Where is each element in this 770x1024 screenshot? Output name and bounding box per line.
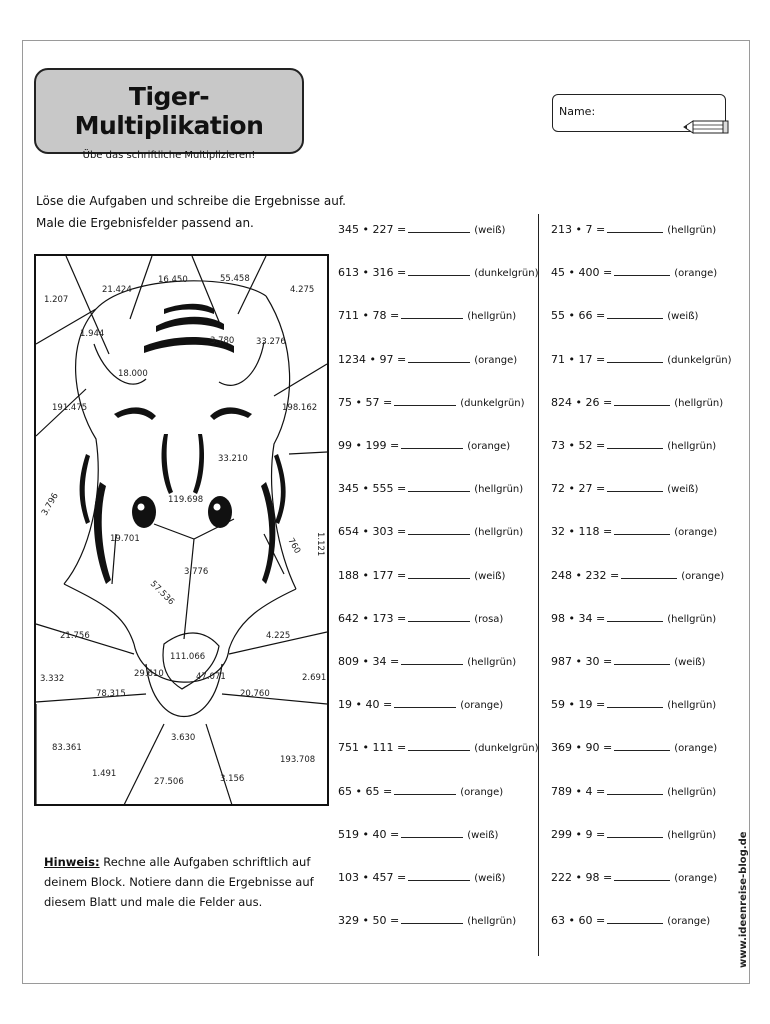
- color-hint: (orange): [674, 873, 718, 884]
- task-row: [551, 913, 710, 929]
- tiger-number: 3.780: [210, 336, 235, 346]
- color-hint: (hellgrün): [467, 916, 517, 928]
- task-row: [551, 395, 723, 411]
- task-question: 55 • 66 =: [551, 309, 606, 323]
- tiger-number: 83.361: [52, 743, 82, 753]
- answer-blank[interactable]: [408, 740, 470, 751]
- task-question: 59 • 19 =: [551, 698, 606, 712]
- task-row: [338, 308, 516, 324]
- tiger-number: 21.756: [60, 631, 90, 641]
- answer-blank[interactable]: [401, 308, 463, 319]
- tiger-number: 111.066: [170, 652, 206, 662]
- task-row: [551, 308, 698, 324]
- answer-blank[interactable]: [607, 308, 663, 319]
- tiger-number: 3.332: [40, 674, 65, 684]
- name-label: Name:: [559, 105, 596, 118]
- answer-blank[interactable]: [408, 265, 470, 276]
- task-row: [551, 524, 717, 540]
- task-question: 789 • 4 =: [551, 784, 606, 798]
- tiger-number: 3.776: [184, 567, 209, 577]
- task-question: 99 • 199 =: [338, 439, 400, 452]
- tiger-number: 1.121: [315, 532, 325, 557]
- color-hint: (rosa): [474, 613, 504, 625]
- task-row: [551, 222, 716, 238]
- page-subtitle: Übe das schriftliche Multiplizieren!: [82, 150, 256, 161]
- tiger-number: 33.276: [256, 337, 286, 347]
- task-question: 329 • 50 =: [338, 914, 400, 928]
- tiger-number: 3.796: [39, 491, 61, 518]
- tiger-number: 27.506: [154, 777, 184, 787]
- tiger-number: 3.630: [171, 733, 196, 743]
- tiger-number: 4.225: [266, 631, 291, 641]
- task-row: [338, 438, 510, 454]
- color-hint: (hellgrün): [667, 441, 717, 452]
- task-question: 751 • 111 =: [338, 741, 407, 755]
- task-question: 98 • 34 =: [551, 611, 606, 625]
- answer-blank[interactable]: [408, 352, 470, 363]
- task-question: 345 • 555 =: [338, 482, 407, 496]
- instruction-line-2: Male die Ergebnisfelder passend an.: [36, 216, 254, 230]
- color-hint: (hellgrün): [667, 225, 717, 236]
- answer-blank[interactable]: [401, 913, 463, 924]
- color-hint: (orange): [674, 743, 718, 755]
- color-hint: (orange): [681, 570, 725, 582]
- answer-blank[interactable]: [607, 784, 663, 795]
- color-hint: (weiß): [667, 311, 699, 323]
- task-question: 19 • 40 =: [338, 698, 393, 712]
- task-row: [338, 265, 539, 281]
- task-row: [551, 438, 716, 454]
- answer-blank[interactable]: [607, 697, 663, 708]
- task-row: [551, 654, 705, 670]
- tiger-number: 760: [285, 536, 303, 556]
- answer-blank[interactable]: [614, 740, 670, 751]
- tiger-number: 119.698: [168, 495, 204, 505]
- task-question: 103 • 457 =: [338, 871, 407, 884]
- answer-blank[interactable]: [607, 222, 663, 233]
- color-hint: (dunkelgrün): [460, 397, 525, 409]
- website-credit: www.ideenreise-blog.de: [738, 831, 749, 968]
- tiger-number: 29.610: [134, 669, 164, 679]
- task-row: [551, 568, 724, 584]
- answer-blank[interactable]: [408, 524, 470, 535]
- color-hint: (orange): [460, 700, 504, 712]
- task-question: 65 • 65 =: [338, 784, 393, 798]
- tiger-number: 78.315: [96, 689, 126, 699]
- task-row: [338, 697, 503, 713]
- task-row: [338, 913, 516, 929]
- task-row: [551, 611, 716, 627]
- color-hint: (weiß): [474, 873, 506, 884]
- color-hint: (hellgrün): [674, 397, 724, 409]
- task-question: 654 • 303 =: [338, 525, 407, 539]
- hint-note: [44, 852, 324, 912]
- tiger-number: 1.207: [44, 295, 69, 305]
- task-row: [551, 481, 698, 497]
- task-question: 711 • 78 =: [338, 309, 400, 323]
- answer-blank[interactable]: [401, 827, 463, 838]
- color-hint: (orange): [674, 527, 718, 539]
- task-question: 369 • 90 =: [551, 741, 613, 755]
- task-question: 824 • 26 =: [551, 395, 613, 409]
- answer-blank[interactable]: [408, 481, 470, 492]
- color-hint: (hellgrün): [467, 657, 517, 668]
- tiger-number: 16.450: [158, 275, 188, 285]
- tiger-number: 47.071: [196, 672, 226, 682]
- task-row: [338, 524, 523, 540]
- answer-blank[interactable]: [614, 395, 670, 406]
- task-question: 222 • 98 =: [551, 871, 613, 884]
- task-question: 32 • 118 =: [551, 525, 613, 539]
- task-row: [338, 654, 516, 670]
- task-question: 73 • 52 =: [551, 439, 606, 452]
- color-hint: (weiß): [474, 225, 506, 236]
- color-hint: (weiß): [674, 657, 706, 668]
- task-question: 1234 • 97 =: [338, 352, 407, 366]
- answer-blank[interactable]: [408, 568, 470, 579]
- task-question: 71 • 17 =: [551, 352, 606, 366]
- tiger-number: 3.156: [220, 774, 245, 784]
- page-title: Tiger-Multiplikation: [74, 82, 264, 140]
- task-row: [551, 352, 732, 368]
- task-question: 642 • 173 =: [338, 611, 407, 625]
- task-row: [551, 870, 717, 886]
- tiger-number: 193.708: [280, 755, 316, 765]
- hint-label: Hinweis:: [44, 855, 100, 869]
- color-hint: (orange): [674, 268, 718, 280]
- color-hint: (hellgrün): [474, 484, 524, 496]
- task-question: 987 • 30 =: [551, 655, 613, 668]
- answer-blank[interactable]: [394, 784, 456, 795]
- tiger-coloring-picture[interactable]: [34, 254, 329, 806]
- task-question: 613 • 316 =: [338, 266, 407, 280]
- color-hint: (orange): [667, 916, 711, 928]
- answer-blank[interactable]: [607, 481, 663, 492]
- color-hint: (dunkelgrün): [474, 743, 539, 755]
- color-hint: (weiß): [474, 570, 506, 582]
- task-row: [338, 352, 517, 368]
- task-row: [551, 697, 716, 713]
- answer-blank[interactable]: [607, 913, 663, 924]
- task-row: [551, 740, 717, 756]
- task-row: [551, 827, 716, 843]
- task-question: 75 • 57 =: [338, 395, 393, 409]
- task-question: 213 • 7 =: [551, 223, 606, 236]
- answer-blank[interactable]: [614, 870, 670, 881]
- tiger-number: 21.424: [102, 285, 132, 295]
- color-hint: (orange): [467, 441, 511, 452]
- tiger-number: 57.536: [147, 579, 176, 608]
- tiger-number: 198.162: [282, 403, 318, 413]
- answer-blank[interactable]: [614, 265, 670, 276]
- title-box: [34, 68, 304, 161]
- color-hint: (hellgrün): [667, 613, 717, 625]
- task-row: [338, 568, 505, 584]
- task-row: [551, 265, 717, 281]
- task-question: 72 • 27 =: [551, 482, 606, 496]
- task-question: 809 • 34 =: [338, 655, 400, 668]
- instructions: [36, 190, 346, 234]
- answer-blank[interactable]: [408, 222, 470, 233]
- answer-blank[interactable]: [394, 395, 456, 406]
- tiger-number: 55.458: [220, 274, 250, 284]
- answer-blank[interactable]: [614, 524, 670, 535]
- tiger-number: 20.760: [240, 689, 270, 699]
- color-hint: (weiß): [667, 484, 699, 496]
- answer-blank[interactable]: [394, 697, 456, 708]
- tiger-number: 33.210: [218, 454, 248, 464]
- color-hint: (hellgrün): [667, 829, 717, 841]
- task-row: [338, 870, 505, 886]
- answer-blank[interactable]: [408, 870, 470, 881]
- tiger-number: 2.691: [302, 673, 327, 683]
- task-row: [338, 827, 498, 843]
- column-divider: [538, 214, 539, 956]
- answer-blank[interactable]: [607, 827, 663, 838]
- task-question: 519 • 40 =: [338, 827, 400, 841]
- task-question: 45 • 400 =: [551, 266, 613, 280]
- tiger-number: 18.000: [118, 369, 148, 379]
- task-row: [338, 481, 523, 497]
- tiger-number: 1.944: [80, 329, 105, 339]
- task-row: [551, 784, 716, 800]
- task-question: 248 • 232 =: [551, 568, 620, 582]
- task-row: [338, 611, 503, 627]
- tiger-number: 191.475: [52, 403, 88, 413]
- task-question: 188 • 177 =: [338, 568, 407, 582]
- answer-blank[interactable]: [607, 352, 663, 363]
- answer-blank[interactable]: [607, 611, 663, 622]
- color-hint: (hellgrün): [667, 700, 717, 712]
- color-hint: (dunkelgrün): [474, 268, 539, 280]
- pencil-icon: [683, 118, 729, 136]
- answer-blank[interactable]: [401, 654, 463, 665]
- answer-blank[interactable]: [621, 568, 677, 579]
- answer-blank[interactable]: [614, 654, 670, 665]
- task-row: [338, 222, 505, 238]
- color-hint: (dunkelgrün): [667, 354, 732, 366]
- instruction-line-1: Löse die Aufgaben und schreibe die Ergebnisse auf.: [36, 194, 346, 208]
- answer-blank[interactable]: [408, 611, 470, 622]
- color-hint: (weiß): [467, 829, 499, 841]
- task-question: 345 • 227 =: [338, 223, 407, 236]
- color-hint: (hellgrün): [467, 311, 517, 323]
- task-question: 63 • 60 =: [551, 914, 606, 928]
- tiger-number: 4.275: [290, 285, 315, 295]
- task-row: [338, 784, 503, 800]
- answer-blank[interactable]: [401, 438, 463, 449]
- answer-blank[interactable]: [607, 438, 663, 449]
- tiger-number: 1.491: [92, 769, 117, 779]
- task-row: [338, 740, 539, 756]
- color-hint: (hellgrün): [667, 786, 717, 798]
- tiger-number: 19.701: [110, 534, 140, 544]
- color-hint: (orange): [474, 354, 518, 366]
- task-row: [338, 395, 525, 411]
- color-hint: (hellgrün): [474, 527, 524, 539]
- task-question: 299 • 9 =: [551, 827, 606, 841]
- hint-text: Rechne alle Aufgaben schriftlich auf deinem Block. Notiere dann die Ergebnisse auf diesem Blatt und male die Felder aus.: [44, 855, 314, 909]
- color-hint: (orange): [460, 786, 504, 798]
